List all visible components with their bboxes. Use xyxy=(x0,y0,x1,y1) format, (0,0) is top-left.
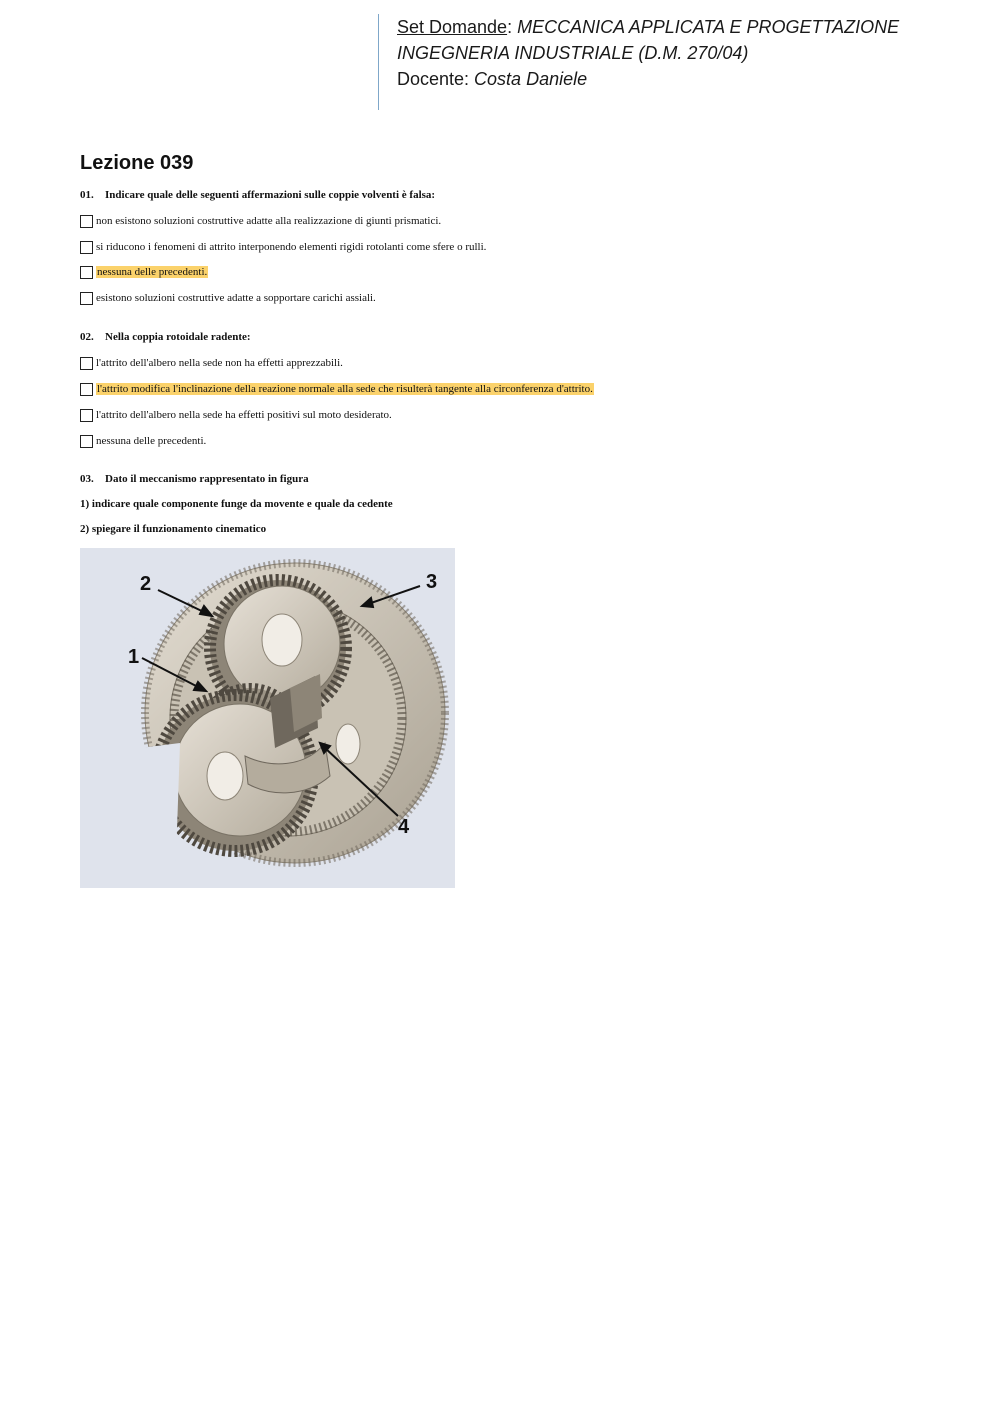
gear-mechanism-figure xyxy=(80,548,455,888)
question-text: Nella coppia rotoidale radente: xyxy=(105,331,251,343)
question-text: Indicare quale delle seguenti affermazioni sulle coppie volventi è falsa: xyxy=(105,189,436,201)
question-subitem: 1) indicare quale componente funge da movente e quale da cedente xyxy=(80,498,393,510)
answer-checkbox[interactable] xyxy=(80,241,93,254)
answer-text: nessuna delle precedenti. xyxy=(97,266,208,278)
teacher-label: Docente: xyxy=(397,69,475,89)
set-label: Set Domande xyxy=(397,17,508,37)
answer-option-highlighted[interactable] xyxy=(80,381,594,397)
course-line-1: MECCANICA APPLICATA E PROGETTAZIONE xyxy=(517,17,900,37)
answer-option[interactable] xyxy=(80,407,392,423)
question-title xyxy=(80,331,251,343)
answer-option[interactable] xyxy=(80,213,441,229)
answer-checkbox[interactable] xyxy=(80,435,93,448)
question-subitem: 2) spiegare il funzionamento cinematico xyxy=(80,523,267,535)
question-title xyxy=(80,189,435,201)
answer-option-highlighted[interactable] xyxy=(80,264,208,280)
callout-label-3: 3 xyxy=(426,571,438,593)
document-header xyxy=(378,14,938,110)
answer-option[interactable] xyxy=(80,433,206,449)
answer-text: non esistono soluzioni costruttive adatte alla realizzazione di giunti prismatici. xyxy=(96,215,442,227)
answer-checkbox[interactable] xyxy=(80,292,93,305)
answer-checkbox[interactable] xyxy=(80,383,93,396)
answer-option[interactable] xyxy=(80,355,343,371)
answer-text: si riducono i fenomeni di attrito interponendo elementi rigidi rotolanti come sfere o rulli. xyxy=(96,241,487,253)
answer-text: l'attrito dell'albero nella sede non ha effetti apprezzabili. xyxy=(96,357,343,369)
lesson-title: Lezione 039 xyxy=(80,152,194,174)
answer-option[interactable] xyxy=(80,239,486,255)
set-separator: : xyxy=(507,17,518,37)
callout-label-4: 4 xyxy=(398,816,410,838)
header-set-line xyxy=(397,14,938,40)
callout-label-1: 1 xyxy=(128,646,140,668)
answer-checkbox[interactable] xyxy=(80,409,93,422)
answer-checkbox[interactable] xyxy=(80,266,93,279)
teacher-name: Costa Daniele xyxy=(474,69,588,89)
course-line-2: INGEGNERIA INDUSTRIALE (D.M. 270/04) xyxy=(397,43,749,63)
answer-text: l'attrito modifica l'inclinazione della reazione normale alla sede che risulterà tangente alla circonferenza d'attrito. xyxy=(97,383,593,395)
answer-checkbox[interactable] xyxy=(80,357,93,370)
question-number: 01. xyxy=(80,189,94,201)
answer-text: nessuna delle precedenti. xyxy=(96,435,207,447)
answer-text: esistono soluzioni costruttive adatte a sopportare carichi assiali. xyxy=(96,292,376,304)
question-number: 02. xyxy=(80,331,94,343)
answer-text: l'attrito dell'albero nella sede ha effetti positivi sul moto desiderato. xyxy=(96,409,392,421)
answer-checkbox[interactable] xyxy=(80,215,93,228)
question-text: Dato il meccanismo rappresentato in figura xyxy=(105,473,309,485)
header-course-line xyxy=(397,40,938,66)
question-number: 03. xyxy=(80,473,94,485)
callout-label-2: 2 xyxy=(140,573,152,595)
header-teacher-line xyxy=(397,66,938,92)
answer-option[interactable] xyxy=(80,290,376,306)
question-title xyxy=(80,473,309,485)
